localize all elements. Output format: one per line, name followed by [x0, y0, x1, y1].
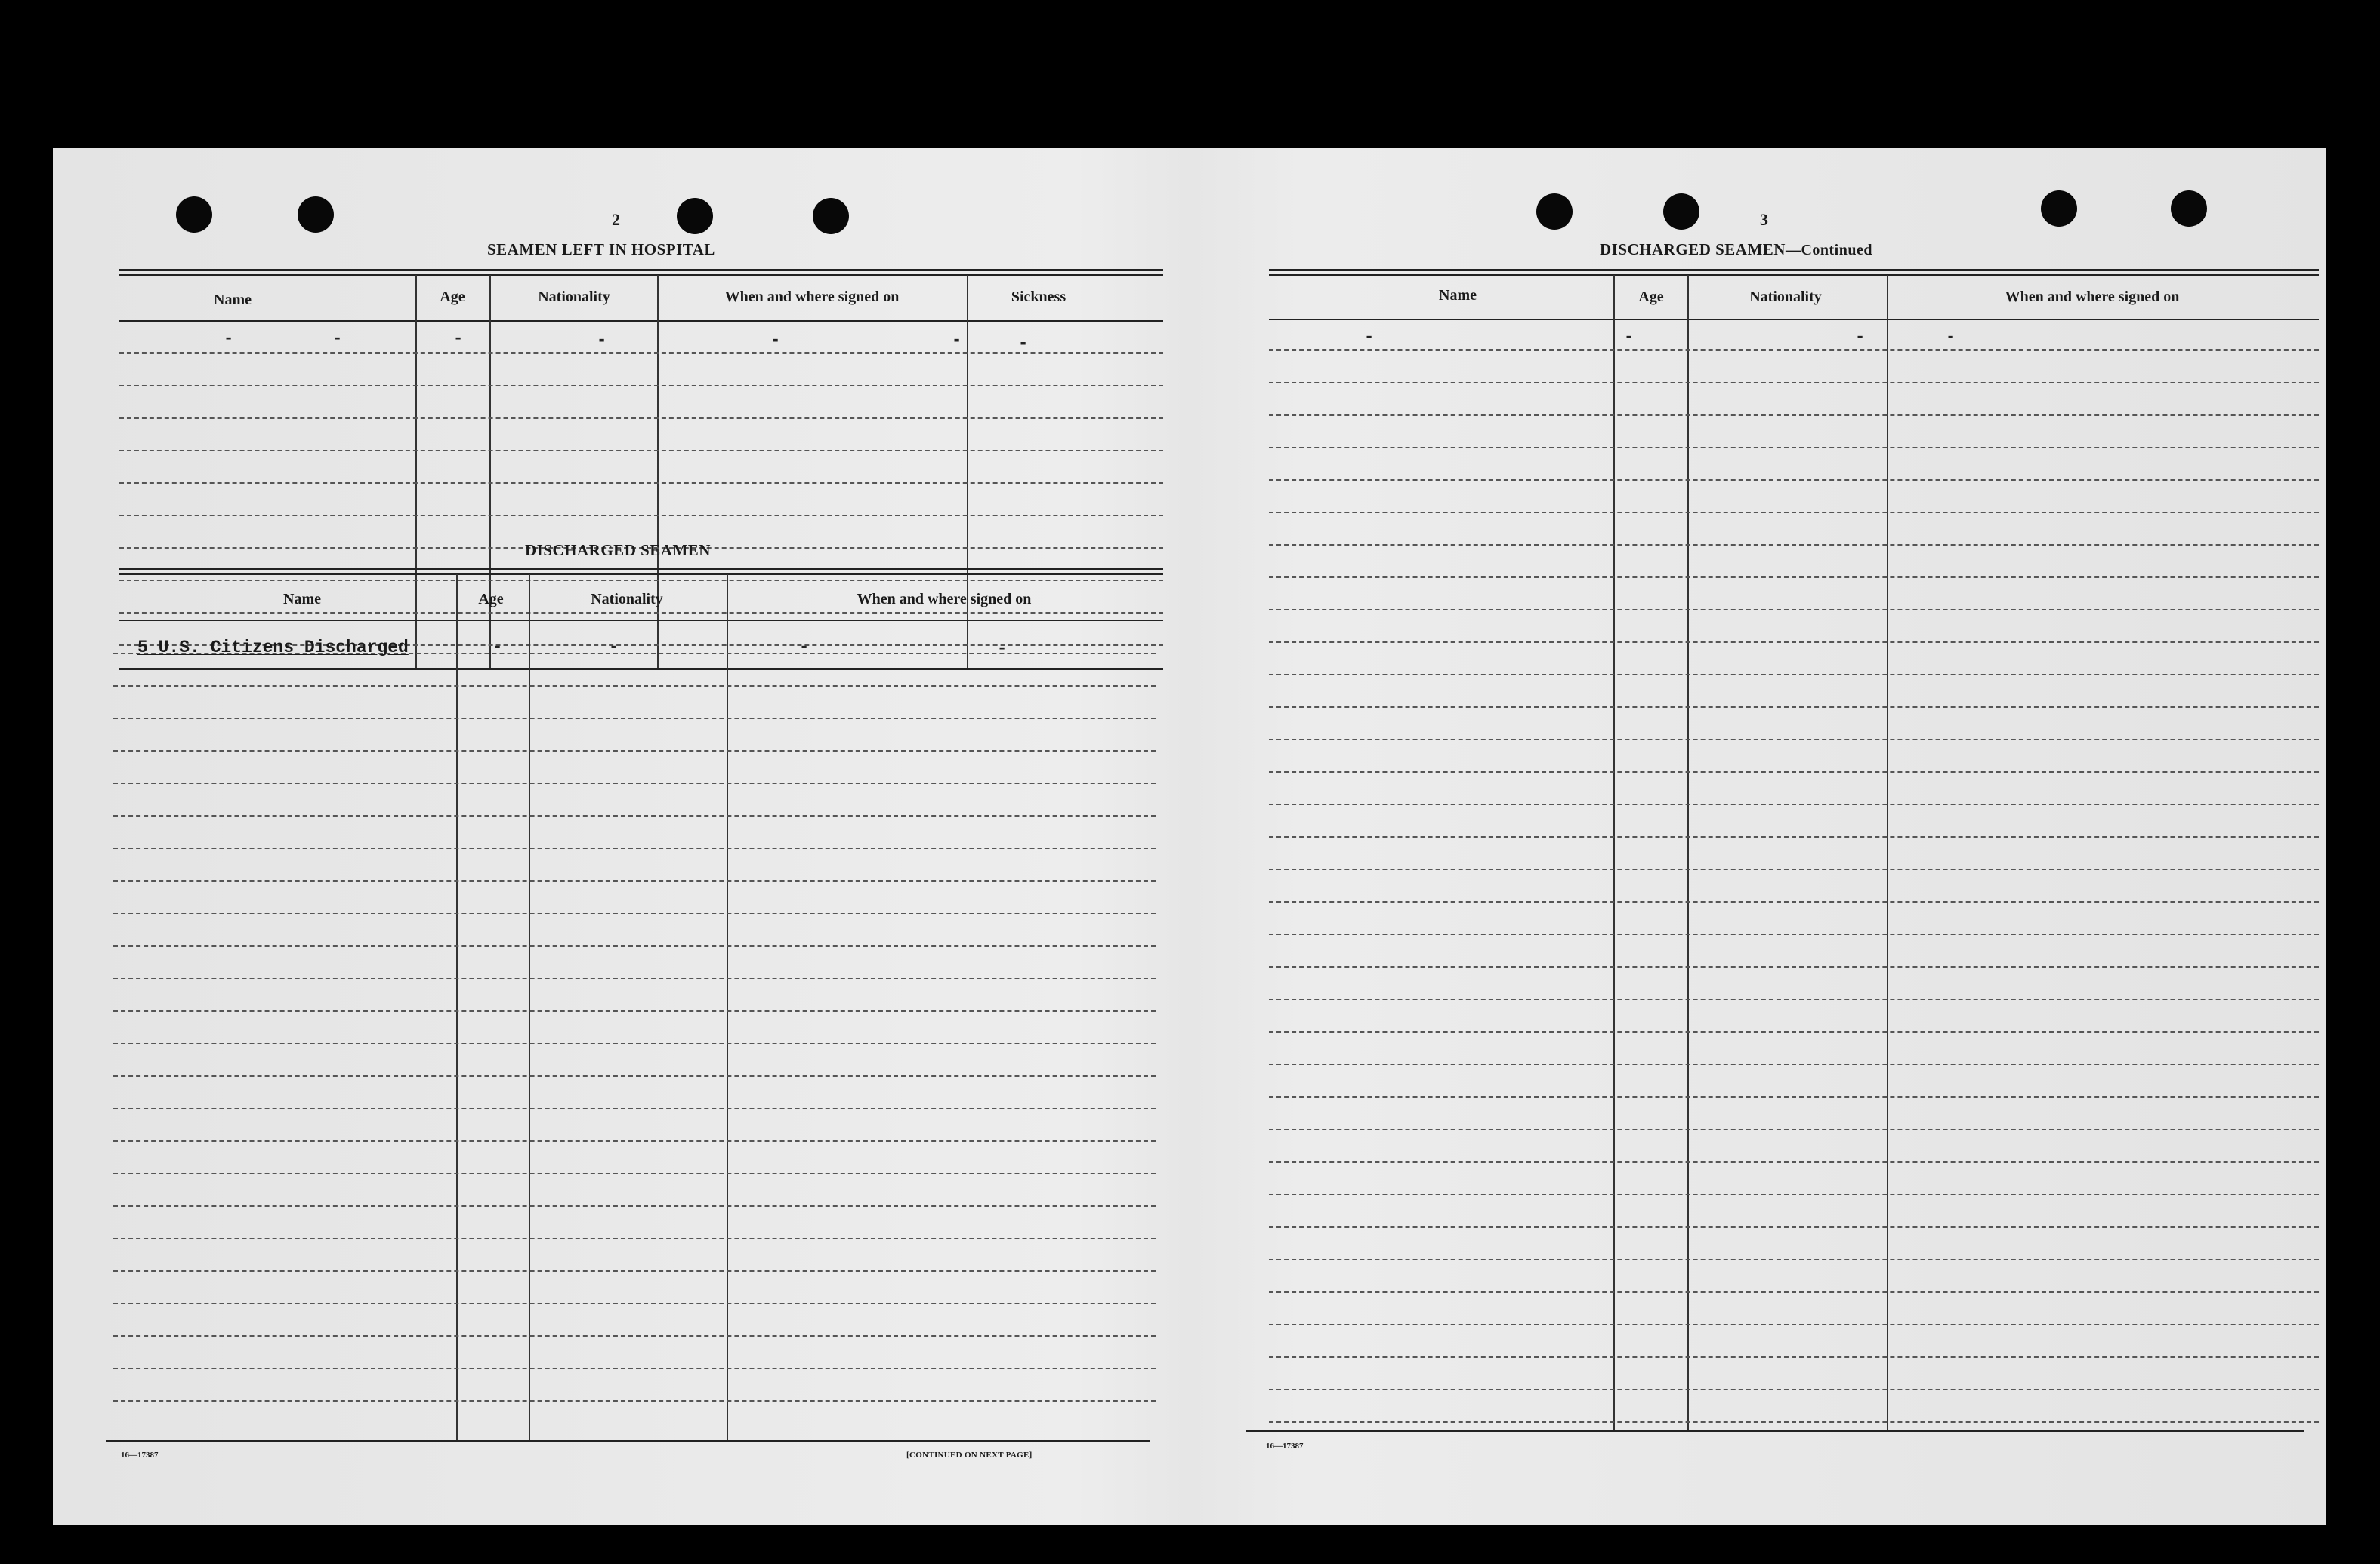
row-line [113, 1368, 1156, 1369]
form-number-left: 16—17387 [121, 1451, 159, 1460]
row-line [1269, 771, 2319, 773]
row-line [119, 515, 1163, 516]
hospital-blank-mark: - [1018, 334, 1029, 353]
row-line [113, 815, 1156, 817]
row-line [1269, 901, 2319, 903]
discharged-col-name: Name [283, 591, 321, 607]
hospital-blank-mark: - [597, 331, 607, 350]
row-line [1269, 1421, 2319, 1423]
discharged-section-title: DISCHARGED SEAMEN [525, 541, 711, 559]
row-line [1269, 1291, 2319, 1293]
right-section-title [1600, 240, 1872, 259]
row-line [113, 1238, 1156, 1239]
row-line [1269, 1389, 2319, 1390]
right-top-rule [1269, 269, 2319, 271]
row-line [1269, 512, 2319, 513]
row-line [113, 1108, 1156, 1109]
hospital-blank-mark: - [224, 329, 234, 348]
row-line [113, 750, 1156, 752]
discharged-top-rule [119, 568, 1163, 570]
row-line [119, 352, 1163, 354]
row-line [113, 718, 1156, 719]
row-line [1269, 1064, 2319, 1065]
row-line [1269, 1226, 2319, 1228]
row-line [1269, 1129, 2319, 1130]
row-line [113, 1303, 1156, 1304]
row-line [1269, 479, 2319, 481]
row-line [1269, 641, 2319, 643]
discharged-entry: 5 U.S. Citizens Discharged [137, 638, 409, 657]
right-blank-mark: - [1855, 328, 1866, 347]
row-line [1269, 1161, 2319, 1163]
row-line [113, 945, 1156, 947]
hospital-blank-mark: - [453, 329, 464, 348]
hospital-section-title: SEAMEN LEFT IN HOSPITAL [487, 240, 715, 258]
row-line [1269, 382, 2319, 383]
row-line [113, 1400, 1156, 1402]
row-line [113, 1043, 1156, 1044]
row-line [1269, 349, 2319, 351]
row-line [1269, 609, 2319, 610]
row-line [113, 913, 1156, 914]
row-line [113, 1205, 1156, 1207]
right-col-name: Name [1439, 287, 1477, 304]
discharged-blank-mark: - [997, 639, 1008, 658]
row-line [113, 685, 1156, 687]
right-col-nationality: Nationality [1749, 289, 1822, 305]
row-line [1269, 1194, 2319, 1195]
row-line [113, 978, 1156, 979]
hospital-col-signed-on: When and where signed on [724, 289, 900, 305]
form-number-right: 16—17387 [1266, 1442, 1304, 1451]
row-line [113, 1140, 1156, 1142]
discharged-blank-mark: - [799, 638, 810, 657]
page-number-right: 3 [1760, 210, 1768, 229]
row-line [1269, 674, 2319, 675]
right-blank-mark: - [1624, 328, 1635, 347]
hospital-blank-mark: - [770, 331, 781, 350]
row-line [113, 783, 1156, 784]
punch-hole [2041, 190, 2077, 227]
row-line [113, 653, 1156, 654]
continued-note: [CONTINUED ON NEXT PAGE] [906, 1451, 1033, 1460]
right-blank-mark: - [1946, 328, 1956, 347]
right-blank-mark: - [1364, 328, 1375, 347]
discharged-col-age: Age [478, 591, 504, 607]
row-line [113, 1010, 1156, 1012]
row-line [1269, 934, 2319, 935]
punch-hole [2171, 190, 2207, 227]
discharged-col-signed-on: When and where signed on [857, 591, 1032, 607]
punch-hole [677, 198, 713, 234]
row-line [119, 482, 1163, 484]
row-line [113, 880, 1156, 882]
right-col-age: Age [1638, 289, 1664, 305]
row-line [1269, 804, 2319, 805]
row-line [1269, 414, 2319, 416]
row-line [1269, 1096, 2319, 1098]
right-bottom-rule [1246, 1430, 2304, 1432]
row-line [1269, 576, 2319, 578]
row-line [1269, 1031, 2319, 1033]
row-line [113, 1335, 1156, 1337]
row-line [113, 848, 1156, 849]
hospital-col-name: Name [214, 292, 252, 308]
row-line [1269, 869, 2319, 870]
row-line [1269, 1259, 2319, 1260]
document-sheet [53, 148, 2326, 1525]
hospital-top-rule [119, 269, 1163, 271]
right-title-main: DISCHARGED SEAMEN [1600, 240, 1786, 258]
row-line [119, 450, 1163, 451]
punch-hole [176, 196, 212, 233]
row-line [113, 1270, 1156, 1272]
row-line [119, 417, 1163, 419]
hospital-blank-mark: - [332, 329, 343, 348]
punch-hole [298, 196, 334, 233]
row-line [1269, 1324, 2319, 1325]
row-line [1269, 966, 2319, 968]
row-line [119, 385, 1163, 386]
row-line [113, 1075, 1156, 1077]
punch-hole [1663, 193, 1699, 230]
discharged-col-nationality: Nationality [591, 591, 663, 607]
row-line [1269, 999, 2319, 1000]
discharged-blank-mark: - [492, 638, 503, 657]
right-title-continued: —Continued [1785, 242, 1872, 258]
hospital-col-age: Age [440, 289, 465, 305]
row-line [119, 612, 1163, 614]
hospital-blank-mark: - [952, 331, 962, 350]
punch-hole [813, 198, 849, 234]
row-line [1269, 706, 2319, 708]
discharged-bottom-rule [106, 1440, 1150, 1442]
row-line [119, 580, 1163, 581]
hospital-col-sickness: Sickness [1011, 289, 1067, 305]
row-line [1269, 739, 2319, 740]
row-line [1269, 447, 2319, 448]
punch-hole [1536, 193, 1573, 230]
row-line [1269, 544, 2319, 546]
hospital-col-nationality: Nationality [538, 289, 610, 305]
row-line [1269, 1356, 2319, 1358]
page-number-left: 2 [612, 210, 620, 229]
right-col-signed-on: When and where signed on [2005, 289, 2180, 305]
discharged-blank-mark: - [609, 638, 619, 657]
row-line [113, 1173, 1156, 1174]
row-line [1269, 836, 2319, 838]
